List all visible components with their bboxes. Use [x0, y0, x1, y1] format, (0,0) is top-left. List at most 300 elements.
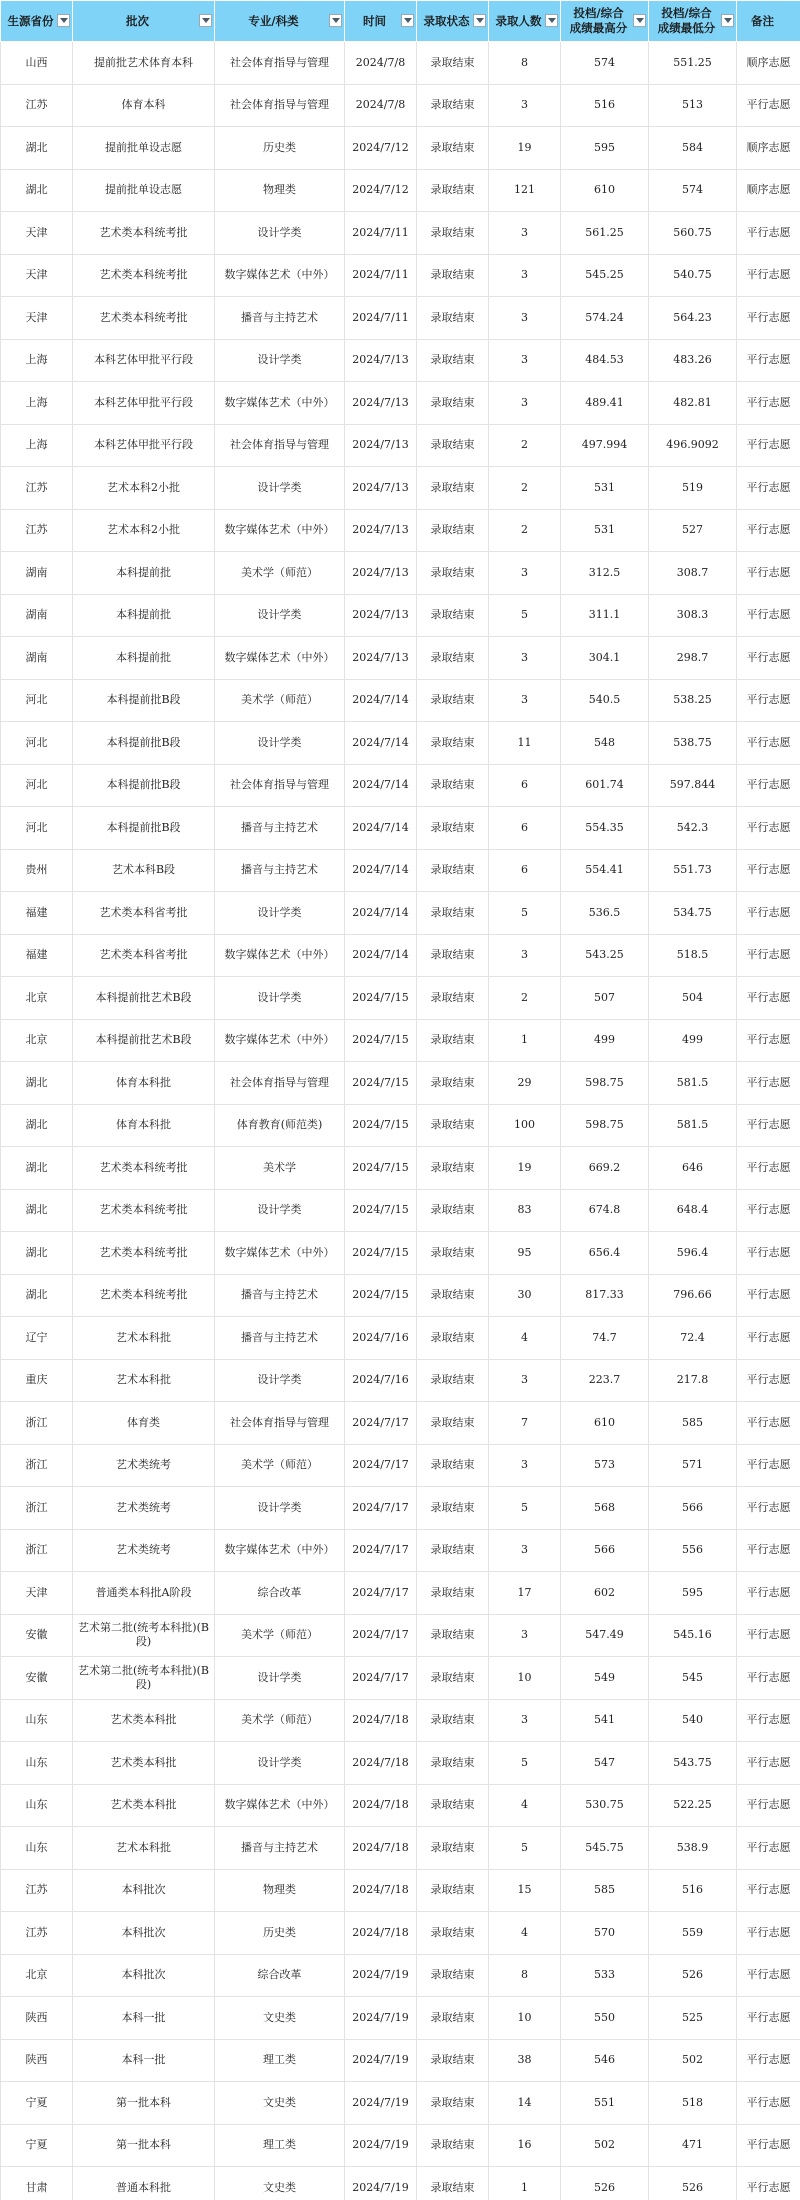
- cell-batch: 艺术类本科统考批: [73, 1232, 215, 1275]
- cell-date: 2024/7/13: [345, 467, 417, 510]
- cell-date: 2024/7/13: [345, 552, 417, 595]
- cell-note: 平行志愿: [737, 1827, 800, 1870]
- cell-province: 上海: [1, 424, 73, 467]
- header-label: 录取人数: [495, 13, 542, 28]
- cell-max-score: 566: [561, 1529, 649, 1572]
- cell-min-score: 538.75: [649, 722, 737, 765]
- cell-max-score: 531: [561, 467, 649, 510]
- cell-status: 录取结束: [417, 1784, 489, 1827]
- cell-count: 3: [489, 254, 561, 297]
- cell-count: 5: [489, 892, 561, 935]
- header-col-max-score: [561, 1, 649, 42]
- table-row: [1, 169, 800, 212]
- cell-province: 天津: [1, 297, 73, 340]
- filter-dropdown-icon[interactable]: [633, 14, 646, 27]
- cell-note: 平行志愿: [737, 679, 800, 722]
- cell-status: 录取结束: [417, 1274, 489, 1317]
- cell-note: 平行志愿: [737, 977, 800, 1020]
- header-label: 录取状态: [423, 13, 470, 28]
- cell-date: 2024/7/15: [345, 1232, 417, 1275]
- cell-count: 3: [489, 637, 561, 680]
- table-row: [1, 1742, 800, 1785]
- cell-count: 4: [489, 1784, 561, 1827]
- cell-batch: 艺术类本科批: [73, 1742, 215, 1785]
- table-row: [1, 467, 800, 510]
- cell-count: 19: [489, 127, 561, 170]
- cell-count: 6: [489, 764, 561, 807]
- table-body: [1, 42, 800, 2200]
- cell-max-score: 489.41: [561, 382, 649, 425]
- cell-major: 播音与主持艺术: [215, 1274, 345, 1317]
- cell-major: 文史类: [215, 2082, 345, 2125]
- cell-province: 湖北: [1, 127, 73, 170]
- cell-date: 2024/7/14: [345, 934, 417, 977]
- cell-date: 2024/7/8: [345, 84, 417, 127]
- cell-count: 121: [489, 169, 561, 212]
- cell-max-score: 516: [561, 84, 649, 127]
- cell-count: 2: [489, 467, 561, 510]
- cell-min-score: 72.4: [649, 1317, 737, 1360]
- cell-province: 湖南: [1, 594, 73, 637]
- cell-date: 2024/7/15: [345, 1104, 417, 1147]
- cell-min-score: 571: [649, 1444, 737, 1487]
- cell-count: 4: [489, 1317, 561, 1360]
- cell-batch: 艺术类本科统考批: [73, 254, 215, 297]
- cell-province: 山东: [1, 1742, 73, 1785]
- cell-note: 平行志愿: [737, 1487, 800, 1530]
- table-row: [1, 1019, 800, 1062]
- filter-dropdown-icon[interactable]: [401, 14, 414, 27]
- cell-min-score: 518.5: [649, 934, 737, 977]
- cell-major: 设计学类: [215, 594, 345, 637]
- header-label: 成绩最低分: [657, 21, 716, 35]
- cell-date: 2024/7/14: [345, 679, 417, 722]
- cell-batch: 普通本科批: [73, 2167, 215, 2200]
- cell-min-score: 596.4: [649, 1232, 737, 1275]
- cell-note: 平行志愿: [737, 1572, 800, 1615]
- cell-note: 平行志愿: [737, 892, 800, 935]
- cell-major: 综合改革: [215, 1572, 345, 1615]
- cell-min-score: 556: [649, 1529, 737, 1572]
- cell-note: 平行志愿: [737, 2039, 800, 2082]
- filter-dropdown-icon[interactable]: [473, 14, 486, 27]
- cell-min-score: 308.3: [649, 594, 737, 637]
- table-row: [1, 509, 800, 552]
- cell-status: 录取结束: [417, 1232, 489, 1275]
- cell-min-score: 584: [649, 127, 737, 170]
- table-row: [1, 297, 800, 340]
- table-row: [1, 849, 800, 892]
- cell-date: 2024/7/17: [345, 1614, 417, 1657]
- cell-major: 数字媒体艺术（中外）: [215, 382, 345, 425]
- table-row: [1, 1444, 800, 1487]
- table-row: [1, 1359, 800, 1402]
- cell-status: 录取结束: [417, 1657, 489, 1700]
- cell-count: 3: [489, 382, 561, 425]
- cell-province: 辽宁: [1, 1317, 73, 1360]
- cell-note: 平行志愿: [737, 339, 800, 382]
- cell-note: 平行志愿: [737, 84, 800, 127]
- table-row: [1, 1614, 800, 1657]
- cell-date: 2024/7/11: [345, 212, 417, 255]
- cell-count: 2: [489, 977, 561, 1020]
- cell-date: 2024/7/15: [345, 1062, 417, 1105]
- cell-status: 录取结束: [417, 424, 489, 467]
- cell-max-score: 541: [561, 1699, 649, 1742]
- cell-batch: 艺术类统考: [73, 1529, 215, 1572]
- cell-min-score: 534.75: [649, 892, 737, 935]
- cell-max-score: 561.25: [561, 212, 649, 255]
- cell-province: 浙江: [1, 1444, 73, 1487]
- cell-major: 社会体育指导与管理: [215, 1062, 345, 1105]
- filter-dropdown-icon[interactable]: [199, 14, 212, 27]
- cell-max-score: 598.75: [561, 1062, 649, 1105]
- cell-date: 2024/7/12: [345, 169, 417, 212]
- cell-date: 2024/7/11: [345, 297, 417, 340]
- table-row: [1, 1784, 800, 1827]
- cell-status: 录取结束: [417, 1827, 489, 1870]
- cell-major: 理工类: [215, 2124, 345, 2167]
- cell-major: 设计学类: [215, 1487, 345, 1530]
- cell-date: 2024/7/15: [345, 1147, 417, 1190]
- cell-batch: 本科提前批艺术B段: [73, 1019, 215, 1062]
- table-row: [1, 254, 800, 297]
- cell-max-score: 610: [561, 1402, 649, 1445]
- cell-min-score: 646: [649, 1147, 737, 1190]
- cell-count: 14: [489, 2082, 561, 2125]
- cell-count: 10: [489, 1997, 561, 2040]
- cell-note: 平行志愿: [737, 212, 800, 255]
- cell-province: 湖南: [1, 637, 73, 680]
- table-row: [1, 1147, 800, 1190]
- table-row: [1, 1699, 800, 1742]
- cell-status: 录取结束: [417, 212, 489, 255]
- header-col-date: [345, 1, 417, 42]
- cell-count: 3: [489, 679, 561, 722]
- cell-date: 2024/7/18: [345, 1827, 417, 1870]
- cell-province: 上海: [1, 339, 73, 382]
- cell-major: 文史类: [215, 2167, 345, 2200]
- cell-date: 2024/7/15: [345, 1189, 417, 1232]
- cell-max-score: 549: [561, 1657, 649, 1700]
- cell-max-score: 74.7: [561, 1317, 649, 1360]
- cell-date: 2024/7/18: [345, 1784, 417, 1827]
- cell-batch: 艺术本科批: [73, 1317, 215, 1360]
- cell-province: 福建: [1, 892, 73, 935]
- cell-date: 2024/7/19: [345, 1997, 417, 2040]
- cell-batch: 本科艺体甲批平行段: [73, 382, 215, 425]
- cell-status: 录取结束: [417, 1614, 489, 1657]
- cell-batch: 本科批次: [73, 1912, 215, 1955]
- cell-max-score: 585: [561, 1869, 649, 1912]
- table-row: [1, 764, 800, 807]
- cell-status: 录取结束: [417, 2124, 489, 2167]
- cell-count: 3: [489, 1359, 561, 1402]
- cell-max-score: 304.1: [561, 637, 649, 680]
- header-label: 投档/综合: [661, 6, 712, 20]
- cell-province: 江苏: [1, 1869, 73, 1912]
- cell-date: 2024/7/13: [345, 339, 417, 382]
- cell-province: 安徽: [1, 1657, 73, 1700]
- cell-count: 29: [489, 1062, 561, 1105]
- cell-max-score: 484.53: [561, 339, 649, 382]
- cell-note: 平行志愿: [737, 1444, 800, 1487]
- cell-count: 6: [489, 807, 561, 850]
- cell-batch: 艺术类本科省考批: [73, 934, 215, 977]
- cell-count: 100: [489, 1104, 561, 1147]
- table-row: [1, 1062, 800, 1105]
- cell-batch: 本科提前批B段: [73, 679, 215, 722]
- table-row: [1, 679, 800, 722]
- cell-count: 5: [489, 1742, 561, 1785]
- table-row: [1, 934, 800, 977]
- cell-note: 平行志愿: [737, 1104, 800, 1147]
- header-label: 成绩最高分: [569, 21, 628, 35]
- cell-batch: 艺术第二批(统考本科批)(B段): [73, 1657, 215, 1700]
- cell-max-score: 602: [561, 1572, 649, 1615]
- cell-min-score: 513: [649, 84, 737, 127]
- filter-dropdown-icon[interactable]: [57, 14, 70, 27]
- cell-min-score: 526: [649, 2167, 737, 2200]
- cell-date: 2024/7/19: [345, 2039, 417, 2082]
- cell-status: 录取结束: [417, 807, 489, 850]
- cell-max-score: 531: [561, 509, 649, 552]
- filter-dropdown-icon[interactable]: [545, 14, 558, 27]
- cell-batch: 本科提前批: [73, 552, 215, 595]
- cell-min-score: 540.75: [649, 254, 737, 297]
- cell-major: 体育教育(师范类): [215, 1104, 345, 1147]
- cell-status: 录取结束: [417, 849, 489, 892]
- table-row: [1, 84, 800, 127]
- cell-note: 平行志愿: [737, 1997, 800, 2040]
- cell-batch: 提前批单设志愿: [73, 169, 215, 212]
- cell-note: 平行志愿: [737, 637, 800, 680]
- cell-min-score: 499: [649, 1019, 737, 1062]
- cell-min-score: 298.7: [649, 637, 737, 680]
- cell-min-score: 796.66: [649, 1274, 737, 1317]
- table-row: [1, 892, 800, 935]
- header-label: 投档/综合: [573, 6, 624, 20]
- cell-status: 录取结束: [417, 1019, 489, 1062]
- cell-status: 录取结束: [417, 764, 489, 807]
- cell-status: 录取结束: [417, 84, 489, 127]
- cell-major: 数字媒体艺术（中外）: [215, 1784, 345, 1827]
- cell-date: 2024/7/13: [345, 382, 417, 425]
- cell-batch: 本科提前批艺术B段: [73, 977, 215, 1020]
- table-row: [1, 1572, 800, 1615]
- cell-major: 物理类: [215, 169, 345, 212]
- cell-date: 2024/7/13: [345, 637, 417, 680]
- cell-batch: 艺术本科2小批: [73, 509, 215, 552]
- cell-major: 美术学（师范）: [215, 679, 345, 722]
- cell-count: 7: [489, 1402, 561, 1445]
- cell-status: 录取结束: [417, 169, 489, 212]
- cell-status: 录取结束: [417, 1529, 489, 1572]
- cell-province: 天津: [1, 212, 73, 255]
- cell-major: 数字媒体艺术（中外）: [215, 1232, 345, 1275]
- cell-major: 社会体育指导与管理: [215, 764, 345, 807]
- cell-max-score: 536.5: [561, 892, 649, 935]
- cell-province: 北京: [1, 1019, 73, 1062]
- header-col-note: [737, 1, 800, 42]
- cell-max-score: 311.1: [561, 594, 649, 637]
- cell-status: 录取结束: [417, 1487, 489, 1530]
- cell-note: 平行志愿: [737, 2082, 800, 2125]
- cell-min-score: 581.5: [649, 1104, 737, 1147]
- table-row: [1, 2167, 800, 2200]
- cell-province: 湖南: [1, 552, 73, 595]
- cell-min-score: 595: [649, 1572, 737, 1615]
- cell-count: 38: [489, 2039, 561, 2082]
- table-row: [1, 212, 800, 255]
- cell-status: 录取结束: [417, 1997, 489, 2040]
- cell-count: 5: [489, 594, 561, 637]
- cell-note: 平行志愿: [737, 2167, 800, 2200]
- cell-note: 平行志愿: [737, 1954, 800, 1997]
- cell-batch: 艺术类本科批: [73, 1699, 215, 1742]
- cell-batch: 艺术类本科统考批: [73, 1274, 215, 1317]
- cell-major: 社会体育指导与管理: [215, 424, 345, 467]
- table-row: [1, 127, 800, 170]
- cell-count: 3: [489, 297, 561, 340]
- cell-min-score: 217.8: [649, 1359, 737, 1402]
- cell-status: 录取结束: [417, 892, 489, 935]
- cell-status: 录取结束: [417, 934, 489, 977]
- cell-max-score: 554.41: [561, 849, 649, 892]
- cell-province: 天津: [1, 254, 73, 297]
- cell-batch: 本科提前批B段: [73, 722, 215, 765]
- cell-batch: 提前批艺术体育本科: [73, 42, 215, 85]
- cell-note: 平行志愿: [737, 1784, 800, 1827]
- cell-note: 平行志愿: [737, 1699, 800, 1742]
- cell-count: 17: [489, 1572, 561, 1615]
- cell-max-score: 223.7: [561, 1359, 649, 1402]
- cell-max-score: 568: [561, 1487, 649, 1530]
- table-row: [1, 1912, 800, 1955]
- cell-major: 理工类: [215, 2039, 345, 2082]
- cell-province: 北京: [1, 1954, 73, 1997]
- cell-max-score: 817.33: [561, 1274, 649, 1317]
- cell-count: 3: [489, 1444, 561, 1487]
- cell-count: 83: [489, 1189, 561, 1232]
- cell-status: 录取结束: [417, 1572, 489, 1615]
- cell-major: 综合改革: [215, 1954, 345, 1997]
- cell-major: 数字媒体艺术（中外）: [215, 254, 345, 297]
- cell-batch: 本科批次: [73, 1954, 215, 1997]
- cell-max-score: 551: [561, 2082, 649, 2125]
- table-header: [1, 1, 800, 42]
- cell-status: 录取结束: [417, 637, 489, 680]
- cell-batch: 本科一批: [73, 2039, 215, 2082]
- cell-status: 录取结束: [417, 382, 489, 425]
- cell-date: 2024/7/19: [345, 1954, 417, 1997]
- cell-batch: 本科一批: [73, 1997, 215, 2040]
- table-row: [1, 722, 800, 765]
- filter-dropdown-icon[interactable]: [329, 14, 342, 27]
- cell-province: 湖北: [1, 1274, 73, 1317]
- cell-min-score: 581.5: [649, 1062, 737, 1105]
- cell-date: 2024/7/14: [345, 807, 417, 850]
- cell-major: 播音与主持艺术: [215, 807, 345, 850]
- cell-date: 2024/7/17: [345, 1402, 417, 1445]
- cell-batch: 艺术类本科统考批: [73, 1147, 215, 1190]
- cell-major: 播音与主持艺术: [215, 1317, 345, 1360]
- cell-max-score: 554.35: [561, 807, 649, 850]
- cell-batch: 艺术本科2小批: [73, 467, 215, 510]
- cell-note: 顺序志愿: [737, 169, 800, 212]
- table-row: [1, 2082, 800, 2125]
- cell-province: 山东: [1, 1827, 73, 1870]
- cell-min-score: 471: [649, 2124, 737, 2167]
- cell-max-score: 502: [561, 2124, 649, 2167]
- cell-status: 录取结束: [417, 1869, 489, 1912]
- cell-major: 设计学类: [215, 977, 345, 1020]
- cell-batch: 艺术本科批: [73, 1827, 215, 1870]
- cell-date: 2024/7/17: [345, 1529, 417, 1572]
- table-row: [1, 1402, 800, 1445]
- cell-count: 3: [489, 1529, 561, 1572]
- cell-batch: 本科批次: [73, 1869, 215, 1912]
- cell-min-score: 483.26: [649, 339, 737, 382]
- cell-max-score: 550: [561, 1997, 649, 2040]
- filter-dropdown-icon[interactable]: [721, 14, 734, 27]
- cell-status: 录取结束: [417, 1402, 489, 1445]
- cell-note: 平行志愿: [737, 1232, 800, 1275]
- cell-min-score: 519: [649, 467, 737, 510]
- cell-major: 播音与主持艺术: [215, 1827, 345, 1870]
- header-label: 专业/科类: [248, 13, 299, 28]
- cell-major: 文史类: [215, 1997, 345, 2040]
- cell-province: 湖北: [1, 1232, 73, 1275]
- table-row: [1, 2124, 800, 2167]
- cell-status: 录取结束: [417, 722, 489, 765]
- table-row: [1, 2039, 800, 2082]
- header-col-min-score: [649, 1, 737, 42]
- cell-province: 山东: [1, 1784, 73, 1827]
- cell-batch: 体育本科: [73, 84, 215, 127]
- cell-province: 湖北: [1, 1189, 73, 1232]
- cell-count: 3: [489, 84, 561, 127]
- cell-major: 播音与主持艺术: [215, 297, 345, 340]
- cell-batch: 艺术类统考: [73, 1444, 215, 1487]
- cell-major: 物理类: [215, 1869, 345, 1912]
- cell-note: 平行志愿: [737, 849, 800, 892]
- cell-major: 社会体育指导与管理: [215, 84, 345, 127]
- cell-note: 平行志愿: [737, 1147, 800, 1190]
- cell-province: 上海: [1, 382, 73, 425]
- header-label: 备注: [751, 13, 774, 28]
- cell-note: 平行志愿: [737, 552, 800, 595]
- cell-min-score: 526: [649, 1954, 737, 1997]
- cell-max-score: 497.994: [561, 424, 649, 467]
- header-label: 生源省份: [7, 13, 54, 28]
- cell-batch: 艺术类本科统考批: [73, 212, 215, 255]
- cell-province: 河北: [1, 764, 73, 807]
- cell-max-score: 573: [561, 1444, 649, 1487]
- header-col-batch: [73, 1, 215, 42]
- cell-date: 2024/7/17: [345, 1657, 417, 1700]
- table-row: [1, 807, 800, 850]
- cell-date: 2024/7/14: [345, 722, 417, 765]
- cell-status: 录取结束: [417, 1104, 489, 1147]
- cell-max-score: 610: [561, 169, 649, 212]
- cell-batch: 艺术类本科统考批: [73, 297, 215, 340]
- cell-date: 2024/7/15: [345, 977, 417, 1020]
- header-col-status: [417, 1, 489, 42]
- cell-major: 设计学类: [215, 339, 345, 382]
- table-row: [1, 552, 800, 595]
- cell-count: 95: [489, 1232, 561, 1275]
